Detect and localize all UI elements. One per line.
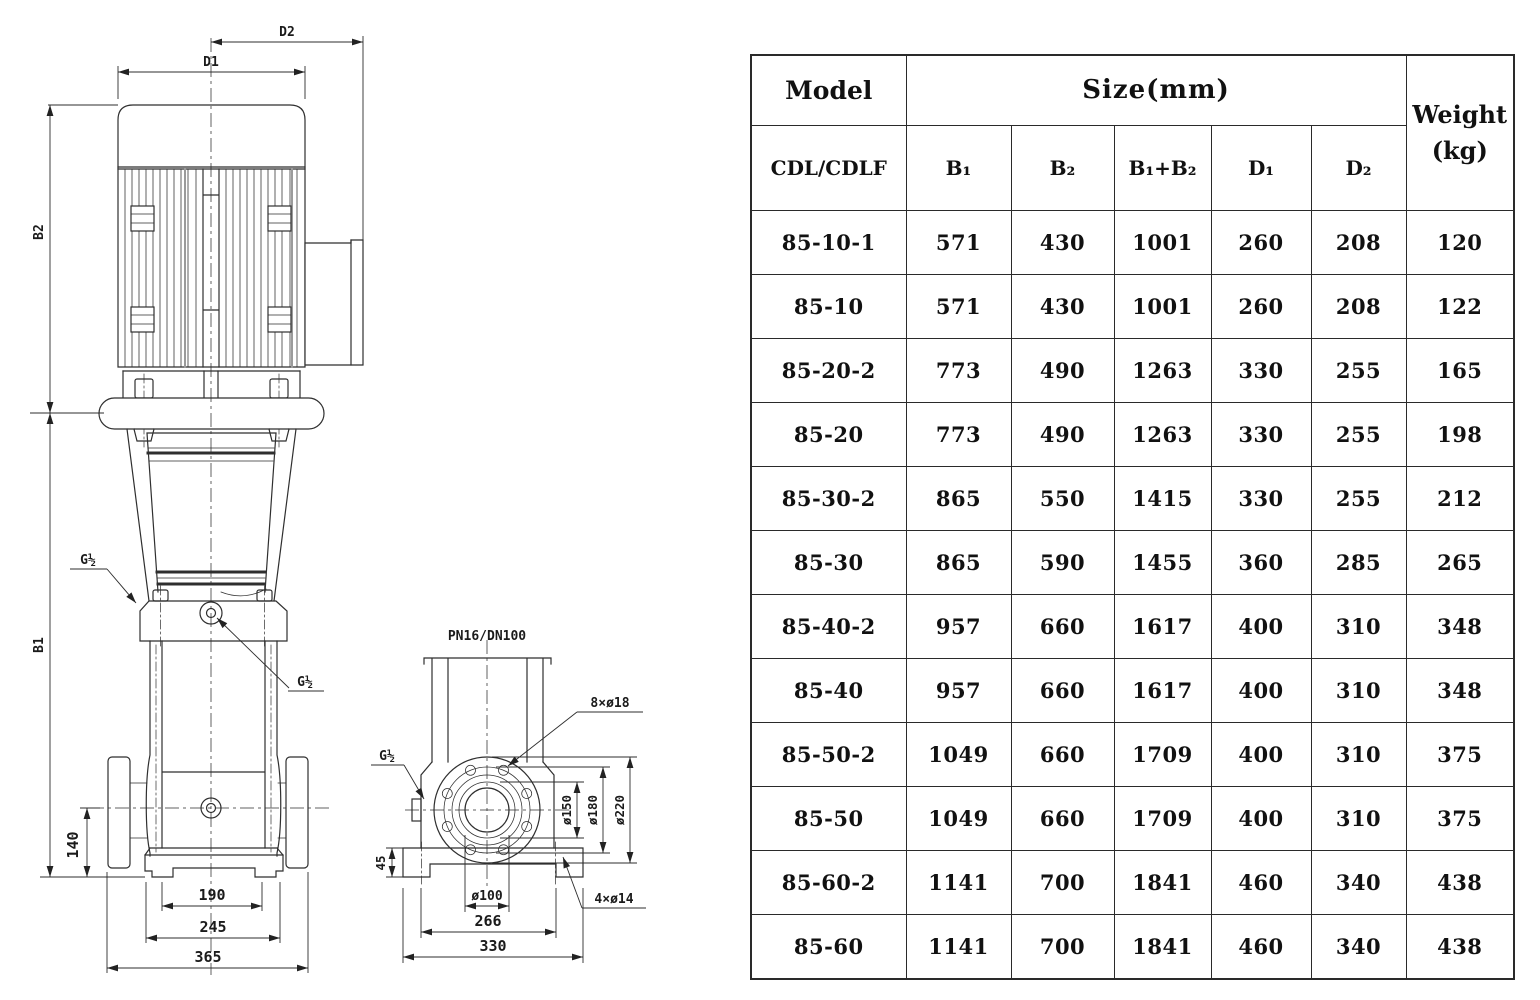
cell-b1: 571 bbox=[906, 274, 1011, 338]
dim-label-190: 190 bbox=[198, 886, 226, 904]
header-weight-line2: (kg) bbox=[1431, 135, 1488, 165]
cell-b2: 660 bbox=[1011, 722, 1114, 786]
cell-weight: 375 bbox=[1406, 786, 1514, 850]
dim-label-d2: D2 bbox=[279, 25, 295, 40]
cell-b1: 865 bbox=[906, 530, 1011, 594]
pump-front-view bbox=[99, 105, 363, 877]
flange-title: PN16/DN100 bbox=[447, 629, 527, 644]
pump-head bbox=[140, 601, 287, 641]
header-weight bbox=[1406, 55, 1514, 210]
cell-b1b2: 1709 bbox=[1114, 722, 1211, 786]
pump-barrel bbox=[146, 641, 281, 856]
cell-d2: 255 bbox=[1311, 338, 1406, 402]
cell-d2: 255 bbox=[1311, 466, 1406, 530]
header-weight-line1: Weight bbox=[1412, 99, 1508, 129]
cell-b2: 590 bbox=[1011, 530, 1114, 594]
cell-b2: 430 bbox=[1011, 274, 1114, 338]
cell-weight: 122 bbox=[1406, 274, 1514, 338]
discharge-pipe bbox=[424, 658, 551, 762]
cell-d2: 310 bbox=[1311, 594, 1406, 658]
cell-b1b2: 1263 bbox=[1114, 402, 1211, 466]
cell-d2: 208 bbox=[1311, 210, 1406, 274]
table-row bbox=[751, 274, 1514, 338]
subheader-b2: B₂ bbox=[1011, 125, 1114, 210]
cell-model: 85-60 bbox=[751, 914, 906, 979]
right-flange bbox=[286, 757, 308, 868]
cell-b2: 700 bbox=[1011, 914, 1114, 979]
cell-b2: 550 bbox=[1011, 466, 1114, 530]
cell-d1: 260 bbox=[1211, 274, 1311, 338]
table-row bbox=[751, 402, 1514, 466]
cell-b1: 773 bbox=[906, 402, 1011, 466]
dim-label-b1: B1 bbox=[32, 637, 47, 653]
left-flange bbox=[108, 757, 130, 868]
cell-d1: 460 bbox=[1211, 850, 1311, 914]
cell-b1b2: 1617 bbox=[1114, 594, 1211, 658]
cell-b1: 773 bbox=[906, 338, 1011, 402]
cell-d1: 400 bbox=[1211, 594, 1311, 658]
flange-port-label: G½ bbox=[379, 749, 395, 764]
cell-b1: 957 bbox=[906, 658, 1011, 722]
subheader-d2: D₂ bbox=[1311, 125, 1406, 210]
cell-model: 85-20 bbox=[751, 402, 906, 466]
cell-d1: 330 bbox=[1211, 466, 1311, 530]
header-size: Size(mm) bbox=[906, 55, 1406, 125]
cell-d1: 360 bbox=[1211, 530, 1311, 594]
dim266-label: 266 bbox=[474, 912, 502, 930]
cell-d2: 340 bbox=[1311, 914, 1406, 979]
cell-d2: 285 bbox=[1311, 530, 1406, 594]
cell-model: 85-10-1 bbox=[751, 210, 906, 274]
cell-b1: 957 bbox=[906, 594, 1011, 658]
cell-d2: 310 bbox=[1311, 658, 1406, 722]
cell-b1: 1141 bbox=[906, 914, 1011, 979]
motor-cap bbox=[118, 105, 305, 167]
cell-weight: 438 bbox=[1406, 914, 1514, 979]
cell-b2: 660 bbox=[1011, 786, 1114, 850]
table-row bbox=[751, 914, 1514, 979]
cell-d1: 400 bbox=[1211, 722, 1311, 786]
cell-d1: 400 bbox=[1211, 786, 1311, 850]
table-row bbox=[751, 210, 1514, 274]
pump-technical-drawing bbox=[0, 0, 740, 1000]
subheader-b1b2: B₁+B₂ bbox=[1114, 125, 1211, 210]
cell-weight: 265 bbox=[1406, 530, 1514, 594]
cell-d2: 255 bbox=[1311, 402, 1406, 466]
cell-b1: 865 bbox=[906, 466, 1011, 530]
dim-label-245: 245 bbox=[199, 918, 227, 936]
subheader-model-series: CDL/CDLF bbox=[751, 125, 906, 210]
cell-b1b2: 1709 bbox=[1114, 786, 1211, 850]
dimension-table bbox=[750, 54, 1515, 980]
table-row bbox=[751, 786, 1514, 850]
cell-model: 85-50 bbox=[751, 786, 906, 850]
cell-d1: 460 bbox=[1211, 914, 1311, 979]
cell-b1: 571 bbox=[906, 210, 1011, 274]
cell-weight: 375 bbox=[1406, 722, 1514, 786]
cell-b1b2: 1455 bbox=[1114, 530, 1211, 594]
table-row bbox=[751, 658, 1514, 722]
coupling-flange bbox=[99, 398, 324, 429]
base-holes-label: 4×ø14 bbox=[594, 892, 634, 907]
cell-b2: 490 bbox=[1011, 338, 1114, 402]
cell-model: 85-30 bbox=[751, 530, 906, 594]
cell-b1: 1141 bbox=[906, 850, 1011, 914]
cell-model: 85-40-2 bbox=[751, 594, 906, 658]
table-body bbox=[751, 210, 1514, 979]
dim-label-365: 365 bbox=[194, 948, 222, 966]
cell-d2: 310 bbox=[1311, 786, 1406, 850]
table-row bbox=[751, 594, 1514, 658]
cell-b1b2: 1001 bbox=[1114, 274, 1211, 338]
cell-d1: 260 bbox=[1211, 210, 1311, 274]
port-label-left: G½ bbox=[80, 553, 96, 568]
cell-b1b2: 1841 bbox=[1114, 914, 1211, 979]
cell-b1b2: 1001 bbox=[1114, 210, 1211, 274]
cell-d1: 330 bbox=[1211, 402, 1311, 466]
cell-b1b2: 1841 bbox=[1114, 850, 1211, 914]
cell-model: 85-60-2 bbox=[751, 850, 906, 914]
table-row bbox=[751, 338, 1514, 402]
cell-weight: 438 bbox=[1406, 850, 1514, 914]
bolt-holes-label: 8×ø18 bbox=[590, 696, 630, 711]
port-label-right: G½ bbox=[297, 675, 313, 690]
dim330-label: 330 bbox=[479, 937, 507, 955]
cell-b1b2: 1617 bbox=[1114, 658, 1211, 722]
cell-d1: 330 bbox=[1211, 338, 1311, 402]
cell-weight: 212 bbox=[1406, 466, 1514, 530]
cell-b2: 700 bbox=[1011, 850, 1114, 914]
cell-weight: 165 bbox=[1406, 338, 1514, 402]
pump-flange-view bbox=[403, 658, 583, 884]
table-subheader-row bbox=[751, 125, 1514, 210]
motor-stool bbox=[127, 429, 296, 601]
cell-model: 85-30-2 bbox=[751, 466, 906, 530]
dia180-label: ø180 bbox=[585, 794, 600, 826]
table-row bbox=[751, 466, 1514, 530]
dimension-table-wrap bbox=[750, 54, 1515, 980]
cell-model: 85-50-2 bbox=[751, 722, 906, 786]
cell-d2: 208 bbox=[1311, 274, 1406, 338]
cell-d2: 340 bbox=[1311, 850, 1406, 914]
junction-box bbox=[305, 240, 363, 365]
subheader-b1: B₁ bbox=[906, 125, 1011, 210]
cell-b2: 660 bbox=[1011, 594, 1114, 658]
dim-label-b2: B2 bbox=[32, 224, 47, 240]
table-row bbox=[751, 722, 1514, 786]
cell-weight: 120 bbox=[1406, 210, 1514, 274]
cell-b2: 490 bbox=[1011, 402, 1114, 466]
dia220-label: ø220 bbox=[612, 794, 627, 826]
cell-b1b2: 1263 bbox=[1114, 338, 1211, 402]
cell-b1: 1049 bbox=[906, 786, 1011, 850]
pump-base bbox=[145, 855, 283, 877]
cell-d1: 400 bbox=[1211, 658, 1311, 722]
cell-model: 85-40 bbox=[751, 658, 906, 722]
cell-b1: 1049 bbox=[906, 722, 1011, 786]
table-row bbox=[751, 850, 1514, 914]
dim-label-140: 140 bbox=[64, 831, 82, 859]
cell-weight: 348 bbox=[1406, 594, 1514, 658]
dim-label-d1: D1 bbox=[203, 55, 219, 70]
table-row bbox=[751, 530, 1514, 594]
cell-model: 85-20-2 bbox=[751, 338, 906, 402]
cell-weight: 198 bbox=[1406, 402, 1514, 466]
dim45-label: 45 bbox=[373, 855, 388, 871]
cell-weight: 348 bbox=[1406, 658, 1514, 722]
table-header-row bbox=[751, 55, 1514, 125]
header-model: Model bbox=[751, 55, 906, 125]
cell-d2: 310 bbox=[1311, 722, 1406, 786]
cell-b2: 660 bbox=[1011, 658, 1114, 722]
cell-model: 85-10 bbox=[751, 274, 906, 338]
subheader-d1: D₁ bbox=[1211, 125, 1311, 210]
dia100-label: ø100 bbox=[471, 889, 503, 904]
cell-b2: 430 bbox=[1011, 210, 1114, 274]
cell-b1b2: 1415 bbox=[1114, 466, 1211, 530]
dia150-label: ø150 bbox=[559, 794, 574, 826]
